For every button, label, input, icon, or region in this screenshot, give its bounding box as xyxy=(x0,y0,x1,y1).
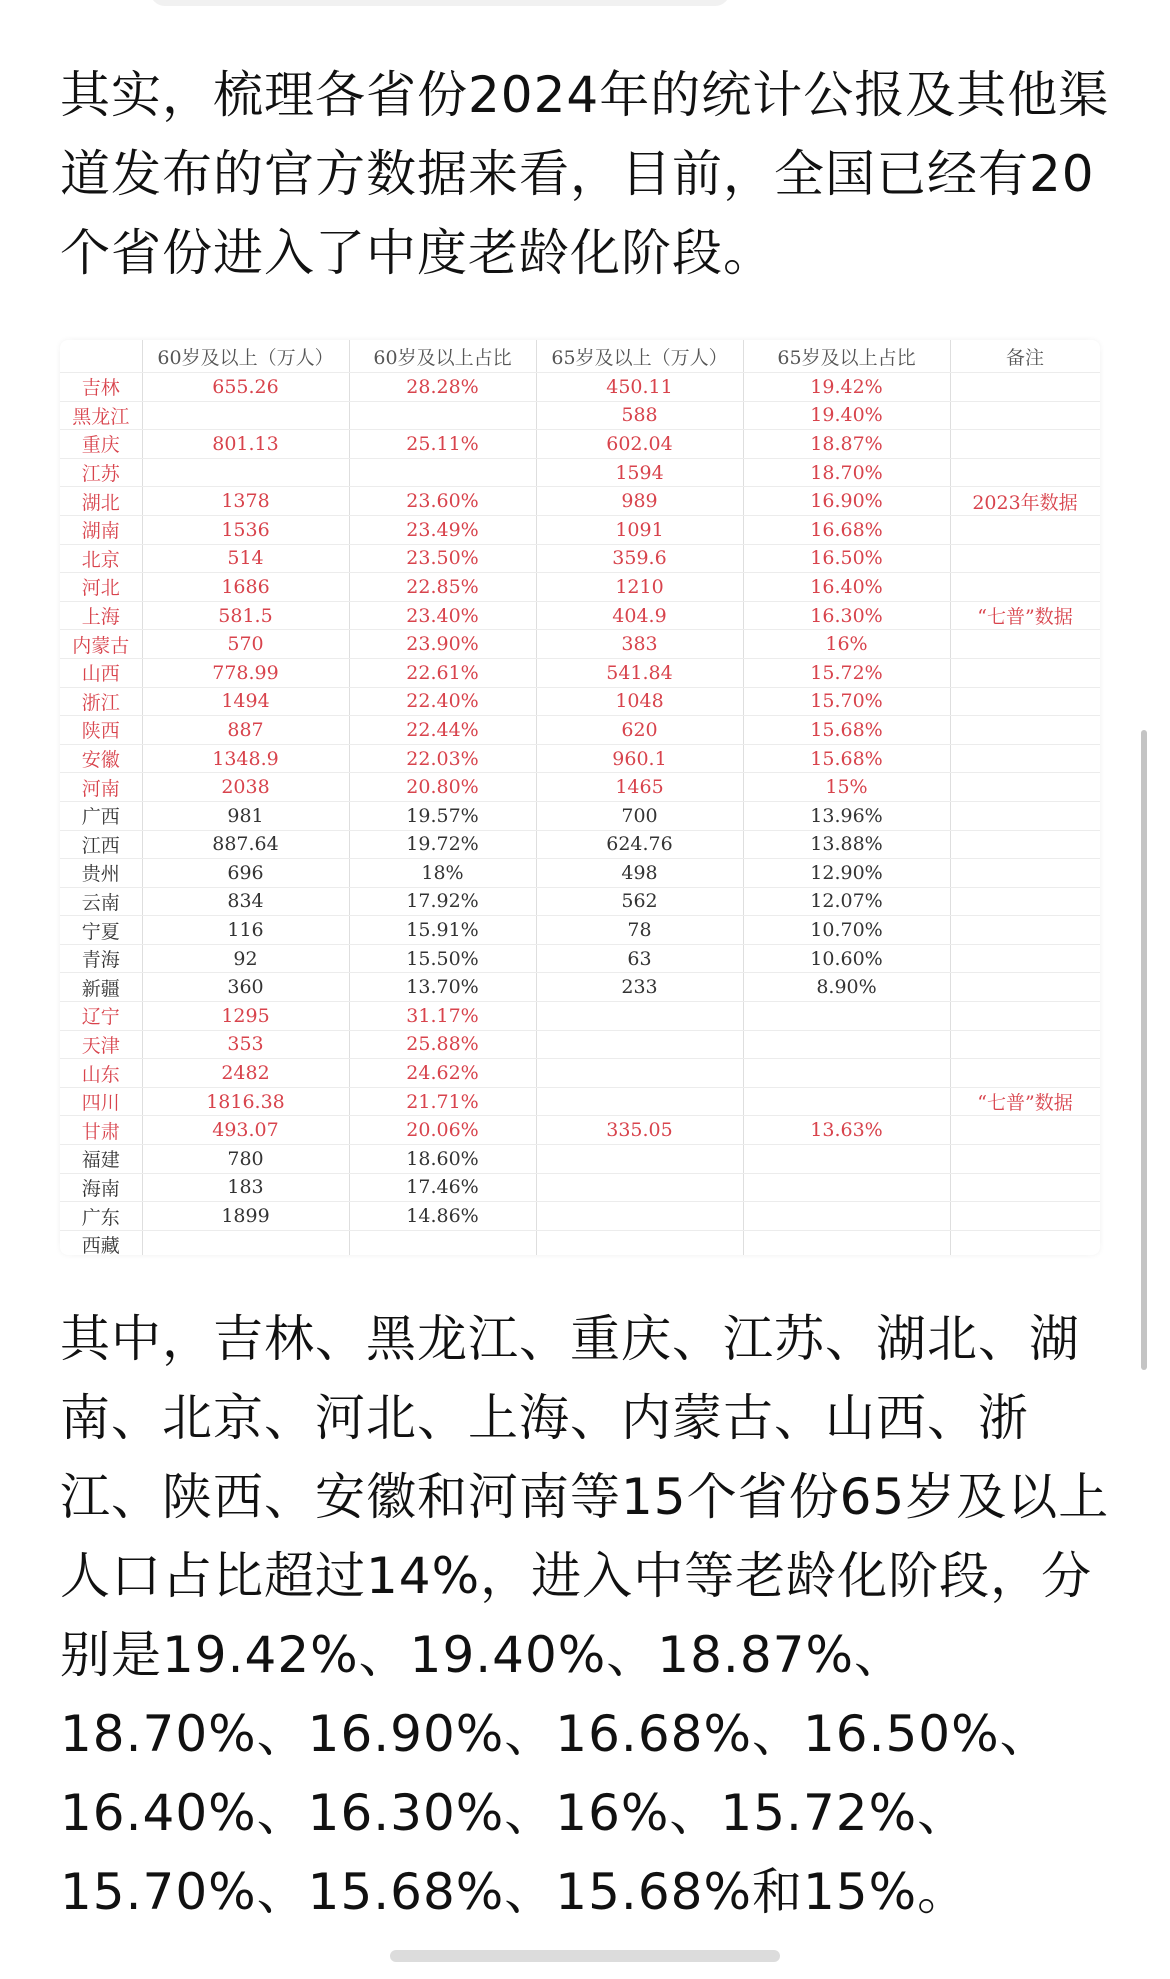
cell-province: 重庆 xyxy=(60,430,142,459)
table-row xyxy=(60,373,1100,402)
cell-65-plus-count: 620 xyxy=(536,716,743,745)
cell-60-plus-count: 581.5 xyxy=(142,601,349,630)
cell-province: 湖北 xyxy=(60,487,142,516)
cell-province: 青海 xyxy=(60,944,142,973)
cell-note xyxy=(950,630,1100,659)
cell-65-plus-count: 541.84 xyxy=(536,658,743,687)
cell-60-plus-count: 570 xyxy=(142,630,349,659)
cell-65-plus-count: 1048 xyxy=(536,687,743,716)
cell-65-plus-ratio: 19.40% xyxy=(743,401,950,430)
cell-65-plus-ratio: 12.90% xyxy=(743,859,950,888)
intro-paragraph: 其实，梳理各省份2024年的统计公报及其他渠道发布的官方数据来看，目前，全国已经有20个省份进入了中度老龄化阶段。 xyxy=(60,66,1110,282)
cell-note xyxy=(950,458,1100,487)
cell-60-plus-ratio: 22.40% xyxy=(349,687,536,716)
cell-65-plus-count: 233 xyxy=(536,973,743,1002)
table-row xyxy=(60,658,1100,687)
table-row xyxy=(60,887,1100,916)
cell-note xyxy=(950,830,1100,859)
cell-60-plus-ratio: 23.90% xyxy=(349,630,536,659)
cell-65-plus-count: 404.9 xyxy=(536,601,743,630)
cell-65-plus-ratio: 15.72% xyxy=(743,658,950,687)
table-row xyxy=(60,687,1100,716)
cell-65-plus-ratio xyxy=(743,1002,950,1031)
cell-65-plus-count xyxy=(536,1230,743,1255)
table-header-row xyxy=(60,340,1100,373)
cell-60-plus-ratio xyxy=(349,401,536,430)
cell-65-plus-count: 989 xyxy=(536,487,743,516)
table-row xyxy=(60,630,1100,659)
cell-60-plus-count xyxy=(142,458,349,487)
header-note: 备注 xyxy=(950,340,1100,373)
cell-65-plus-count: 588 xyxy=(536,401,743,430)
cell-note xyxy=(950,658,1100,687)
cell-province: 上海 xyxy=(60,601,142,630)
cell-note xyxy=(950,1002,1100,1031)
cell-65-plus-ratio xyxy=(743,1087,950,1116)
cell-province: 江苏 xyxy=(60,458,142,487)
cell-60-plus-count: 981 xyxy=(142,801,349,830)
home-indicator[interactable] xyxy=(390,1950,780,1962)
cell-65-plus-ratio: 18.87% xyxy=(743,430,950,459)
cell-65-plus-ratio: 10.70% xyxy=(743,916,950,945)
table-row xyxy=(60,573,1100,602)
cell-note xyxy=(950,916,1100,945)
table-row xyxy=(60,801,1100,830)
cell-60-plus-ratio xyxy=(349,458,536,487)
cell-note xyxy=(950,973,1100,1002)
cell-60-plus-count: 493.07 xyxy=(142,1116,349,1145)
cell-60-plus-ratio: 19.57% xyxy=(349,801,536,830)
cell-60-plus-count: 116 xyxy=(142,916,349,945)
header-65-plus-ratio: 65岁及以上占比 xyxy=(743,340,950,373)
cell-65-plus-count: 562 xyxy=(536,887,743,916)
cell-60-plus-ratio: 20.80% xyxy=(349,773,536,802)
cell-60-plus-count: 1295 xyxy=(142,1002,349,1031)
cell-65-plus-count: 624.76 xyxy=(536,830,743,859)
table-row xyxy=(60,401,1100,430)
table-row xyxy=(60,916,1100,945)
cell-province: 河北 xyxy=(60,573,142,602)
cell-60-plus-count: 887.64 xyxy=(142,830,349,859)
cell-60-plus-ratio: 17.92% xyxy=(349,887,536,916)
cell-province: 海南 xyxy=(60,1173,142,1202)
cell-65-plus-ratio: 13.96% xyxy=(743,801,950,830)
cell-60-plus-ratio: 23.50% xyxy=(349,544,536,573)
cell-note: 2023年数据 xyxy=(950,487,1100,516)
table-row xyxy=(60,1173,1100,1202)
cell-province: 天津 xyxy=(60,1030,142,1059)
cell-65-plus-ratio: 15.68% xyxy=(743,716,950,745)
table-row xyxy=(60,773,1100,802)
cell-65-plus-count xyxy=(536,1173,743,1202)
cell-60-plus-ratio: 25.11% xyxy=(349,430,536,459)
cell-60-plus-ratio: 23.60% xyxy=(349,487,536,516)
cell-60-plus-count: 353 xyxy=(142,1030,349,1059)
cell-province: 福建 xyxy=(60,1145,142,1174)
cell-province: 北京 xyxy=(60,544,142,573)
table-row xyxy=(60,744,1100,773)
cell-60-plus-count: 1494 xyxy=(142,687,349,716)
cell-65-plus-ratio: 15.70% xyxy=(743,687,950,716)
cell-60-plus-count: 2482 xyxy=(142,1059,349,1088)
cell-60-plus-count: 1686 xyxy=(142,573,349,602)
table-row xyxy=(60,716,1100,745)
header-65-plus-count: 65岁及以上（万人） xyxy=(536,340,743,373)
cell-60-plus-count: 834 xyxy=(142,887,349,916)
cell-65-plus-ratio: 13.63% xyxy=(743,1116,950,1145)
cell-65-plus-ratio: 16% xyxy=(743,630,950,659)
cell-65-plus-count: 1594 xyxy=(536,458,743,487)
cell-province: 甘肃 xyxy=(60,1116,142,1145)
header-province xyxy=(60,340,142,373)
cell-note xyxy=(950,1030,1100,1059)
cell-province: 辽宁 xyxy=(60,1002,142,1031)
cell-note xyxy=(950,1230,1100,1255)
data-table-image xyxy=(60,340,1100,1255)
cell-province: 江西 xyxy=(60,830,142,859)
cell-note xyxy=(950,430,1100,459)
cell-note xyxy=(950,859,1100,888)
cell-note xyxy=(950,887,1100,916)
cell-60-plus-ratio: 28.28% xyxy=(349,373,536,402)
header-60-plus-count: 60岁及以上（万人） xyxy=(142,340,349,373)
cell-note xyxy=(950,744,1100,773)
cell-province: 内蒙古 xyxy=(60,630,142,659)
cell-60-plus-ratio: 18.60% xyxy=(349,1145,536,1174)
cell-65-plus-count: 960.1 xyxy=(536,744,743,773)
cell-note xyxy=(950,716,1100,745)
table-row xyxy=(60,487,1100,516)
cell-65-plus-count: 383 xyxy=(536,630,743,659)
cell-60-plus-count: 655.26 xyxy=(142,373,349,402)
cell-60-plus-count: 1816.38 xyxy=(142,1087,349,1116)
cell-province: 吉林 xyxy=(60,373,142,402)
cell-note xyxy=(950,401,1100,430)
cell-60-plus-count: 801.13 xyxy=(142,430,349,459)
table-row xyxy=(60,515,1100,544)
cell-65-plus-ratio: 12.07% xyxy=(743,887,950,916)
cell-65-plus-ratio: 16.90% xyxy=(743,487,950,516)
cell-65-plus-ratio: 16.50% xyxy=(743,544,950,573)
cell-65-plus-ratio: 13.88% xyxy=(743,830,950,859)
cell-60-plus-count: 696 xyxy=(142,859,349,888)
cell-65-plus-count: 700 xyxy=(536,801,743,830)
cell-60-plus-ratio: 24.62% xyxy=(349,1059,536,1088)
cell-note: “七普”数据 xyxy=(950,601,1100,630)
cell-60-plus-count: 514 xyxy=(142,544,349,573)
cell-65-plus-count: 1465 xyxy=(536,773,743,802)
cell-60-plus-ratio: 15.91% xyxy=(349,916,536,945)
cell-65-plus-ratio: 15% xyxy=(743,773,950,802)
cell-60-plus-ratio: 22.85% xyxy=(349,573,536,602)
cell-65-plus-count xyxy=(536,1059,743,1088)
cell-note xyxy=(950,1116,1100,1145)
cell-65-plus-ratio: 8.90% xyxy=(743,973,950,1002)
cell-60-plus-ratio: 14.86% xyxy=(349,1202,536,1231)
cell-note xyxy=(950,773,1100,802)
cell-65-plus-ratio xyxy=(743,1230,950,1255)
cell-province: 四川 xyxy=(60,1087,142,1116)
table-row xyxy=(60,601,1100,630)
cell-60-plus-ratio: 21.71% xyxy=(349,1087,536,1116)
cell-note xyxy=(950,515,1100,544)
cell-65-plus-ratio xyxy=(743,1173,950,1202)
cell-province: 云南 xyxy=(60,887,142,916)
cell-province: 新疆 xyxy=(60,973,142,1002)
table-row xyxy=(60,458,1100,487)
cell-note: “七普”数据 xyxy=(950,1087,1100,1116)
table-row xyxy=(60,1002,1100,1031)
table-row xyxy=(60,1145,1100,1174)
cell-60-plus-count: 183 xyxy=(142,1173,349,1202)
table-row xyxy=(60,1030,1100,1059)
cell-note xyxy=(950,944,1100,973)
cell-65-plus-count xyxy=(536,1145,743,1174)
cell-province: 黑龙江 xyxy=(60,401,142,430)
cell-province: 山东 xyxy=(60,1059,142,1088)
cell-note xyxy=(950,1202,1100,1231)
table-body xyxy=(60,373,1100,1256)
cell-province: 宁夏 xyxy=(60,916,142,945)
cell-60-plus-count: 1348.9 xyxy=(142,744,349,773)
cell-65-plus-count: 498 xyxy=(536,859,743,888)
cell-note xyxy=(950,687,1100,716)
cell-60-plus-ratio xyxy=(349,1230,536,1255)
table-row xyxy=(60,1202,1100,1231)
cell-65-plus-count xyxy=(536,1002,743,1031)
cell-65-plus-ratio xyxy=(743,1059,950,1088)
cell-65-plus-count: 78 xyxy=(536,916,743,945)
table-row xyxy=(60,859,1100,888)
cell-65-plus-count: 450.11 xyxy=(536,373,743,402)
cell-60-plus-ratio: 25.88% xyxy=(349,1030,536,1059)
cell-60-plus-ratio: 22.61% xyxy=(349,658,536,687)
cell-note xyxy=(950,544,1100,573)
cell-province: 广东 xyxy=(60,1202,142,1231)
table-row xyxy=(60,944,1100,973)
cell-60-plus-ratio: 19.72% xyxy=(349,830,536,859)
cell-65-plus-ratio xyxy=(743,1145,950,1174)
cell-65-plus-ratio: 16.30% xyxy=(743,601,950,630)
cell-65-plus-ratio xyxy=(743,1030,950,1059)
cell-65-plus-count: 1210 xyxy=(536,573,743,602)
cell-65-plus-count: 602.04 xyxy=(536,430,743,459)
cell-65-plus-count: 1091 xyxy=(536,515,743,544)
cell-60-plus-ratio: 22.44% xyxy=(349,716,536,745)
cell-65-plus-ratio xyxy=(743,1202,950,1231)
cell-60-plus-count xyxy=(142,401,349,430)
cell-province: 山西 xyxy=(60,658,142,687)
cell-province: 河南 xyxy=(60,773,142,802)
cell-note xyxy=(950,801,1100,830)
cell-60-plus-ratio: 22.03% xyxy=(349,744,536,773)
cell-60-plus-ratio: 20.06% xyxy=(349,1116,536,1145)
cell-province: 陕西 xyxy=(60,716,142,745)
cell-60-plus-count: 778.99 xyxy=(142,658,349,687)
table-row xyxy=(60,1059,1100,1088)
header-60-plus-ratio: 60岁及以上占比 xyxy=(349,340,536,373)
cell-60-plus-count: 1536 xyxy=(142,515,349,544)
cell-60-plus-ratio: 15.50% xyxy=(349,944,536,973)
table-row xyxy=(60,1087,1100,1116)
cell-60-plus-ratio: 18% xyxy=(349,859,536,888)
page-scrollbar[interactable] xyxy=(1141,730,1147,1370)
cell-note xyxy=(950,1173,1100,1202)
cell-65-plus-count: 359.6 xyxy=(536,544,743,573)
cell-province: 西藏 xyxy=(60,1230,142,1255)
cell-65-plus-ratio: 16.40% xyxy=(743,573,950,602)
cell-province: 湖南 xyxy=(60,515,142,544)
cell-60-plus-count: 887 xyxy=(142,716,349,745)
table-row xyxy=(60,430,1100,459)
cell-60-plus-ratio: 23.49% xyxy=(349,515,536,544)
cell-65-plus-ratio: 10.60% xyxy=(743,944,950,973)
cell-65-plus-count xyxy=(536,1202,743,1231)
cell-60-plus-ratio: 23.40% xyxy=(349,601,536,630)
cell-65-plus-ratio: 15.68% xyxy=(743,744,950,773)
cell-province: 浙江 xyxy=(60,687,142,716)
cell-60-plus-ratio: 13.70% xyxy=(349,973,536,1002)
cell-province: 安徽 xyxy=(60,744,142,773)
cell-65-plus-ratio: 16.68% xyxy=(743,515,950,544)
table-row xyxy=(60,544,1100,573)
table-row xyxy=(60,1116,1100,1145)
cell-60-plus-count: 1899 xyxy=(142,1202,349,1231)
cell-65-plus-count xyxy=(536,1087,743,1116)
cell-65-plus-count: 63 xyxy=(536,944,743,973)
cell-65-plus-count xyxy=(536,1030,743,1059)
cell-60-plus-count: 1378 xyxy=(142,487,349,516)
cell-65-plus-ratio: 18.70% xyxy=(743,458,950,487)
cell-60-plus-ratio: 17.46% xyxy=(349,1173,536,1202)
detail-paragraph: 其中，吉林、黑龙江、重庆、江苏、湖北、湖南、北京、河北、上海、内蒙古、山西、浙江、陕西、安徽和河南等15个省份65岁及以上人口占比超过14%，进入中等老龄化阶段，分别是19.42%、19.40%、18.87%、18.70%、16.90%、16.68%、16.50%、16.40%、16.30%、16%、15.72%、15.70%、15.68%、15.68%和15%。 xyxy=(60,1310,1110,1921)
cell-60-plus-ratio: 31.17% xyxy=(349,1002,536,1031)
table-row xyxy=(60,973,1100,1002)
table-row xyxy=(60,1230,1100,1255)
cell-province: 广西 xyxy=(60,801,142,830)
cell-60-plus-count: 780 xyxy=(142,1145,349,1174)
cell-note xyxy=(950,1145,1100,1174)
cell-note xyxy=(950,373,1100,402)
cell-60-plus-count xyxy=(142,1230,349,1255)
cell-65-plus-count: 335.05 xyxy=(536,1116,743,1145)
cell-60-plus-count: 360 xyxy=(142,973,349,1002)
cell-note xyxy=(950,573,1100,602)
top-search-hint-bar xyxy=(150,0,730,6)
cell-65-plus-ratio: 19.42% xyxy=(743,373,950,402)
cell-note xyxy=(950,1059,1100,1088)
cell-60-plus-count: 2038 xyxy=(142,773,349,802)
cell-province: 贵州 xyxy=(60,859,142,888)
aging-data-table xyxy=(60,340,1100,1255)
table-row xyxy=(60,830,1100,859)
cell-60-plus-count: 92 xyxy=(142,944,349,973)
